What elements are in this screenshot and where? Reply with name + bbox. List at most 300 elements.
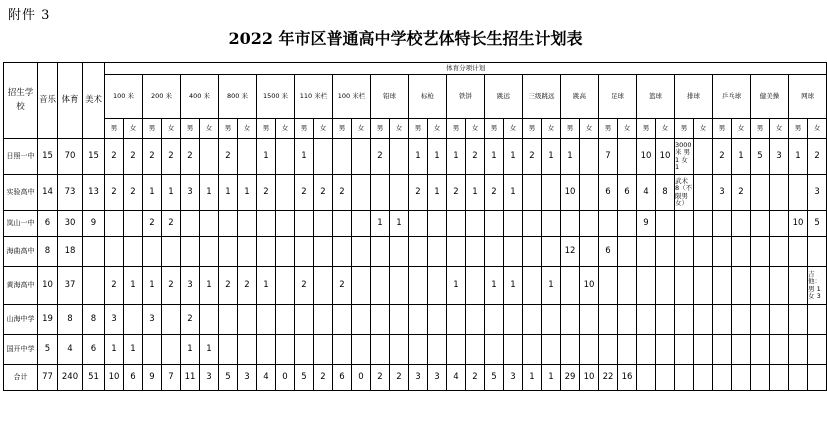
event-count: 3 [808, 175, 827, 211]
event-count [219, 237, 238, 267]
event-count: 1 [200, 267, 219, 305]
event-count [618, 305, 637, 335]
header-male: 男 [561, 119, 580, 139]
event-count: 1 [466, 175, 485, 211]
header-male: 男 [447, 119, 466, 139]
event-count [504, 305, 523, 335]
event-count [295, 211, 314, 237]
event-count: 10 [656, 139, 675, 175]
event-count [333, 139, 352, 175]
event-count: 1 [219, 175, 238, 211]
event-count: 1 [542, 267, 561, 305]
event-count [675, 267, 694, 305]
event-count: 1 [428, 175, 447, 211]
table-row [4, 335, 827, 365]
pe-count: 70 [58, 139, 83, 175]
header-male: 男 [295, 119, 314, 139]
header-pe: 体育 [58, 63, 83, 139]
event-count [352, 139, 371, 175]
header-row [4, 63, 827, 75]
header-female: 女 [618, 119, 637, 139]
event-count [485, 211, 504, 237]
event-count [732, 267, 751, 305]
pe-count: 4 [58, 335, 83, 365]
event-count: 7 [599, 139, 618, 175]
event-count: 2 [105, 175, 124, 211]
pe-count: 240 [58, 365, 83, 391]
event-count [656, 211, 675, 237]
event-count [808, 237, 827, 267]
event-count: 1 [428, 139, 447, 175]
header-female: 女 [390, 119, 409, 139]
event-count [618, 335, 637, 365]
event-count [143, 237, 162, 267]
event-count: 2 [409, 175, 428, 211]
event-count: 1 [257, 267, 276, 305]
event-count: 1 [181, 335, 200, 365]
event-count [371, 305, 390, 335]
event-count [789, 267, 808, 305]
header-pe-detail: 体育分项计划 [105, 63, 827, 75]
event-count: 2 [390, 365, 409, 391]
table-row [4, 305, 827, 335]
event-count [542, 237, 561, 267]
event-count: 2 [371, 139, 390, 175]
event-count [295, 237, 314, 267]
event-count [485, 237, 504, 267]
event-count [618, 139, 637, 175]
event-count: 6 [333, 365, 352, 391]
event-count [789, 175, 808, 211]
event-count [409, 267, 428, 305]
event-count [789, 305, 808, 335]
header-female: 女 [314, 119, 333, 139]
event-count [637, 305, 656, 335]
event-count [200, 305, 219, 335]
event-count [428, 305, 447, 335]
event-count: 2 [162, 267, 181, 305]
event-count: 1 [561, 139, 580, 175]
event-count: 1 [390, 211, 409, 237]
table-row [4, 139, 827, 175]
event-count [694, 211, 713, 237]
event-count: 1 [143, 175, 162, 211]
event-count [789, 365, 808, 391]
header-event: 100 米 [105, 75, 143, 119]
music-count: 15 [38, 139, 58, 175]
art-count [83, 237, 105, 267]
school-name: 实验高中 [4, 175, 38, 211]
header-event: 网球 [789, 75, 827, 119]
event-count [276, 175, 295, 211]
event-count: 1 [447, 139, 466, 175]
event-count [675, 305, 694, 335]
event-count [694, 175, 713, 211]
event-count: 5 [219, 365, 238, 391]
event-count [314, 305, 333, 335]
event-count [504, 211, 523, 237]
event-count: 10 [580, 365, 599, 391]
event-count: 3 [428, 365, 447, 391]
event-count: 3 [504, 365, 523, 391]
event-count [542, 335, 561, 365]
event-count: 1 [162, 175, 181, 211]
pe-count: 30 [58, 211, 83, 237]
event-count [542, 175, 561, 211]
header-female: 女 [238, 119, 257, 139]
event-count [390, 305, 409, 335]
event-count: 1 [409, 139, 428, 175]
music-count: 14 [38, 175, 58, 211]
event-count [732, 305, 751, 335]
event-count [238, 305, 257, 335]
pe-count: 18 [58, 237, 83, 267]
event-count [447, 335, 466, 365]
event-count: 3 [181, 267, 200, 305]
event-count: 2 [333, 175, 352, 211]
event-count [713, 335, 732, 365]
event-count [675, 237, 694, 267]
event-count [751, 211, 770, 237]
enrollment-plan-table [3, 62, 827, 391]
event-count: 2 [219, 267, 238, 305]
header-event: 健美操 [751, 75, 789, 119]
event-count [789, 335, 808, 365]
event-count: 吉他：男 1 女 3 [808, 267, 827, 305]
event-count [770, 267, 789, 305]
event-count [618, 211, 637, 237]
event-count: 10 [105, 365, 124, 391]
event-count: 22 [599, 365, 618, 391]
event-count [637, 267, 656, 305]
event-count: 2 [257, 175, 276, 211]
pe-count: 37 [58, 267, 83, 305]
event-count [751, 237, 770, 267]
event-count: 3 [181, 175, 200, 211]
event-count [713, 365, 732, 391]
event-count [276, 335, 295, 365]
event-count [219, 211, 238, 237]
event-count [352, 335, 371, 365]
event-count [808, 335, 827, 365]
event-count [371, 335, 390, 365]
event-count: 5 [295, 365, 314, 391]
event-count: 2 [523, 139, 542, 175]
event-count [713, 305, 732, 335]
event-count: 2 [105, 139, 124, 175]
event-count: 5 [808, 211, 827, 237]
event-count: 10 [580, 267, 599, 305]
event-count: 1 [124, 335, 143, 365]
event-count [105, 237, 124, 267]
music-count: 6 [38, 211, 58, 237]
event-count [485, 305, 504, 335]
header-music: 音乐 [38, 63, 58, 139]
event-count: 6 [599, 237, 618, 267]
event-count [599, 305, 618, 335]
header-female: 女 [808, 119, 827, 139]
event-count [333, 335, 352, 365]
music-count: 5 [38, 335, 58, 365]
music-count: 19 [38, 305, 58, 335]
header-male: 男 [523, 119, 542, 139]
music-count: 10 [38, 267, 58, 305]
event-count [523, 175, 542, 211]
header-male: 男 [485, 119, 504, 139]
event-count [770, 211, 789, 237]
event-count [143, 335, 162, 365]
header-event: 乒乓球 [713, 75, 751, 119]
header-female: 女 [466, 119, 485, 139]
header-male: 男 [599, 119, 618, 139]
school-name: 岚山一中 [4, 211, 38, 237]
event-count: 1 [732, 139, 751, 175]
header-event: 跳远 [485, 75, 523, 119]
header-female: 女 [656, 119, 675, 139]
event-count [181, 211, 200, 237]
event-count: 2 [162, 139, 181, 175]
event-count [751, 175, 770, 211]
event-count [637, 365, 656, 391]
event-count [276, 139, 295, 175]
event-count [770, 305, 789, 335]
event-count [447, 237, 466, 267]
event-count: 1 [789, 139, 808, 175]
art-count: 9 [83, 211, 105, 237]
event-count: 6 [124, 365, 143, 391]
event-count [276, 211, 295, 237]
header-female: 女 [428, 119, 447, 139]
pe-count: 73 [58, 175, 83, 211]
event-count: 1 [200, 175, 219, 211]
event-count [238, 211, 257, 237]
header-event: 足球 [599, 75, 637, 119]
event-count: 1 [447, 267, 466, 305]
event-count: 2 [143, 139, 162, 175]
art-count [83, 267, 105, 305]
header-female: 女 [580, 119, 599, 139]
header-event: 1500 米 [257, 75, 295, 119]
document-title: 2022 年市区普通高中学校艺体特长生招生计划表 [228, 29, 583, 48]
event-count: 2 [181, 139, 200, 175]
total-row [4, 365, 827, 391]
header-event: 排球 [675, 75, 713, 119]
event-count [333, 305, 352, 335]
header-male: 男 [333, 119, 352, 139]
event-count: 2 [371, 365, 390, 391]
event-count: 2 [105, 267, 124, 305]
event-count: 2 [485, 175, 504, 211]
event-count [580, 139, 599, 175]
event-count: 1 [295, 139, 314, 175]
event-count [314, 211, 333, 237]
event-count [276, 267, 295, 305]
event-count: 3 [105, 305, 124, 335]
event-count [409, 305, 428, 335]
event-count: 2 [466, 139, 485, 175]
event-count: 10 [561, 175, 580, 211]
event-count [656, 305, 675, 335]
art-count: 51 [83, 365, 105, 391]
event-count [352, 211, 371, 237]
event-count [162, 305, 181, 335]
event-count [447, 305, 466, 335]
event-count: 2 [295, 267, 314, 305]
event-count [181, 237, 200, 267]
event-count [618, 267, 637, 305]
school-name: 山海中学 [4, 305, 38, 335]
event-count: 2 [314, 365, 333, 391]
event-count [637, 237, 656, 267]
event-count [200, 237, 219, 267]
event-count [523, 237, 542, 267]
event-count [390, 175, 409, 211]
header-female: 女 [504, 119, 523, 139]
header-event: 标枪 [409, 75, 447, 119]
event-count [428, 211, 447, 237]
event-count [371, 175, 390, 211]
header-male: 男 [181, 119, 200, 139]
event-count [428, 237, 447, 267]
event-count: 1 [124, 267, 143, 305]
event-count [333, 211, 352, 237]
event-count: 5 [751, 139, 770, 175]
event-count [713, 211, 732, 237]
event-count [599, 267, 618, 305]
event-count [466, 211, 485, 237]
event-count [656, 267, 675, 305]
event-count: 武术 8（不限男女） [675, 175, 694, 211]
event-count: 1 [238, 175, 257, 211]
event-count [675, 365, 694, 391]
event-count [504, 237, 523, 267]
event-count [409, 237, 428, 267]
event-count: 2 [732, 175, 751, 211]
event-count [276, 305, 295, 335]
school-name: 海曲高中 [4, 237, 38, 267]
event-count [124, 305, 143, 335]
header-gender-row [4, 119, 827, 139]
event-count [371, 267, 390, 305]
header-female: 女 [162, 119, 181, 139]
event-count: 3 [770, 139, 789, 175]
event-count [675, 211, 694, 237]
event-count [352, 305, 371, 335]
event-count [770, 175, 789, 211]
event-count [238, 237, 257, 267]
event-count [371, 237, 390, 267]
event-count: 2 [143, 211, 162, 237]
header-female: 女 [276, 119, 295, 139]
event-count [561, 267, 580, 305]
event-count [808, 365, 827, 391]
event-count [580, 175, 599, 211]
header-event: 110 米栏 [295, 75, 333, 119]
event-count [808, 305, 827, 335]
event-count [675, 335, 694, 365]
event-count [390, 335, 409, 365]
event-count [656, 335, 675, 365]
event-count: 4 [637, 175, 656, 211]
header-event: 200 米 [143, 75, 181, 119]
event-count [751, 335, 770, 365]
event-count: 1 [105, 335, 124, 365]
event-count [314, 139, 333, 175]
event-count [580, 237, 599, 267]
school-name: 日照一中 [4, 139, 38, 175]
event-count [751, 305, 770, 335]
event-count: 12 [561, 237, 580, 267]
header-event: 铅球 [371, 75, 409, 119]
header-male: 男 [637, 119, 656, 139]
event-count [466, 237, 485, 267]
event-count [162, 237, 181, 267]
pe-count: 8 [58, 305, 83, 335]
event-count: 2 [124, 175, 143, 211]
event-count [314, 267, 333, 305]
event-count: 2 [295, 175, 314, 211]
header-event: 篮球 [637, 75, 675, 119]
header-male: 男 [105, 119, 124, 139]
event-count [751, 365, 770, 391]
art-count: 15 [83, 139, 105, 175]
event-count [732, 211, 751, 237]
header-male: 男 [219, 119, 238, 139]
event-count [770, 335, 789, 365]
event-count: 2 [447, 175, 466, 211]
header-male: 男 [257, 119, 276, 139]
header-male: 男 [789, 119, 808, 139]
event-count [561, 305, 580, 335]
event-count [219, 305, 238, 335]
event-count [428, 267, 447, 305]
event-count [732, 365, 751, 391]
school-name: 国开中学 [4, 335, 38, 365]
event-count [314, 237, 333, 267]
header-male: 男 [675, 119, 694, 139]
event-count [466, 267, 485, 305]
event-count [352, 237, 371, 267]
event-count [694, 305, 713, 335]
music-count: 8 [38, 237, 58, 267]
header-event: 三级跳远 [523, 75, 561, 119]
header-art: 美术 [83, 63, 105, 139]
event-count [656, 237, 675, 267]
event-count [219, 335, 238, 365]
event-count [162, 335, 181, 365]
attachment-label: 附件 3 [8, 8, 51, 23]
event-count [542, 305, 561, 335]
event-count [694, 139, 713, 175]
header-female: 女 [200, 119, 219, 139]
header-female: 女 [732, 119, 751, 139]
event-count: 2 [314, 175, 333, 211]
event-count: 7 [162, 365, 181, 391]
event-count: 5 [485, 365, 504, 391]
event-count [561, 335, 580, 365]
header-male: 男 [371, 119, 390, 139]
event-count [428, 335, 447, 365]
event-count [694, 365, 713, 391]
event-count [523, 305, 542, 335]
event-count: 3 [238, 365, 257, 391]
event-count [466, 305, 485, 335]
event-count: 6 [599, 175, 618, 211]
event-count [694, 335, 713, 365]
event-count: 0 [276, 365, 295, 391]
header-event: 100 米栏 [333, 75, 371, 119]
event-count [599, 211, 618, 237]
